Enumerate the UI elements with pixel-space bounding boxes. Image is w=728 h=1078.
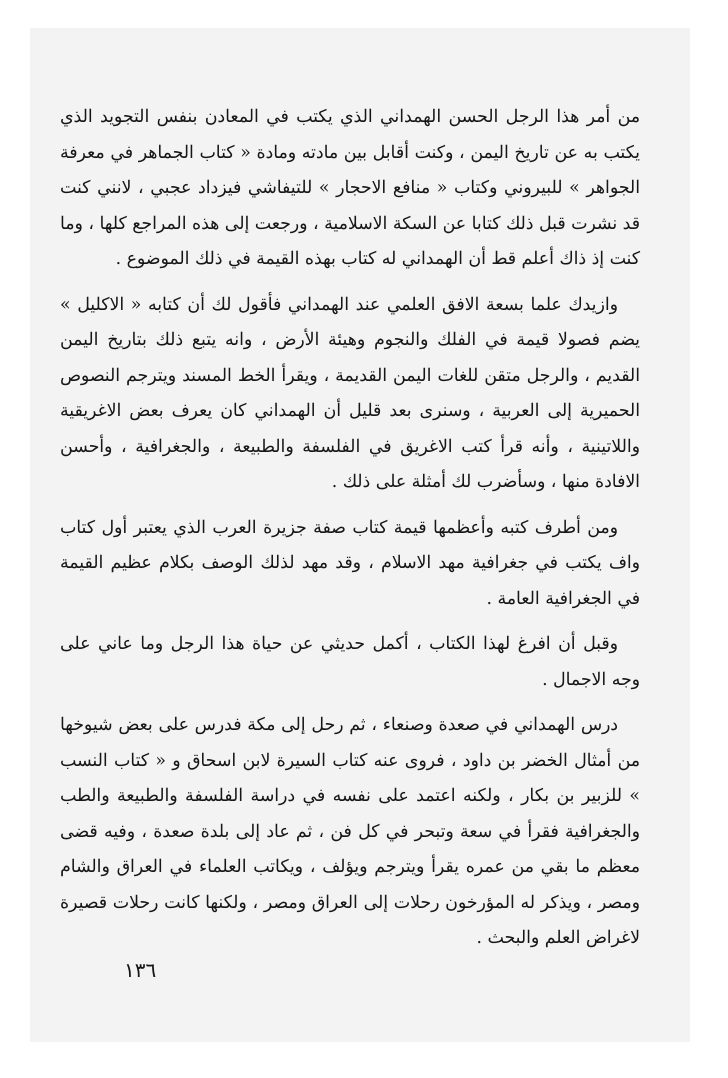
book-page xyxy=(30,28,690,1042)
paragraph-3: ومن أطرف كتبه وأعظمها قيمة كتاب صفة جزيرة العرب الذي يعتبر أول كتاب واف يكتب في جغرافية مهد الاسلام ، وقد مهد لذلك الوصف بكلام عظيم القيمة في الجغرافية العامة . xyxy=(60,517,640,609)
page-body-text xyxy=(60,100,640,957)
paragraph-2: وازيدك علما بسعة الافق العلمي عند الهمداني فأقول لك أن كتابه « الاكليل » يضم فصولا قيمة في الفلك والنجوم وهيئة الأرض ، وانه يتبع ذلك بتاريخ اليمن القديم ، والرجل متقن للغات اليمن القديمة ، ويقرأ الخط المسند ويترجم النصوص الحميرية إلى العربية ، وسنرى بعد قليل أن الهمداني كان يعرف بعض الاغريقية واللاتينية ، وأنه قرأ كتب الاغريق في الفلسفة والطبيعة ، والجغرافية ، وأحسن الافادة منها ، وسأضرب لك أمثلة على ذلك . xyxy=(60,294,640,492)
page-number: ١٣٦ xyxy=(124,958,157,982)
paragraph-4: وقبل أن افرغ لهذا الكتاب ، أكمل حديثي عن حياة هذا الرجل وما عاني على وجه الاجمال . xyxy=(60,634,640,690)
paragraph-5: درس الهمداني في صعدة وصنعاء ، ثم رحل إلى مكة فدرس على بعض شيوخها من أمثال الخضر بن داود ، فروى عنه كتاب السيرة لابن اسحاق و « كتاب النسب » للزبير بن بكار ، ولكنه اعتمد على نفسه في دراسة الفلسفة والطبيعة والطب والجغرافية فقرأ في سعة وتبحر في كل فن ، ثم عاد إلى بلدة صعدة ، وفيه قضى معظم ما بقي من عمره يقرأ ويترجم ويؤلف ، ويكاتب العلماء في العراق والشام ومصر ، ويذكر له المؤرخون رحلات إلى العراق ومصر ، ولكنها كانت رحلات قصيرة لاغراض العلم والبحث . xyxy=(60,715,640,948)
paragraph-1: من أمر هذا الرجل الحسن الهمداني الذي يكتب في المعادن بنفس التجويد الذي يكتب به عن تاريخ اليمن ، وكنت أقابل بين مادته ومادة « كتاب الجماهر في معرفة الجواهر » للبيروني وكتاب « منافع الاحجار » للتيفاشي فيزداد عجبي ، لانني كنت قد نشرت قبل ذلك كتابا عن السكة الاسلامية ، ورجعت إلى هذه المراجع كلها ، وما كنت إذ ذاك أعلم قط أن الهمداني له كتاب بهذه القيمة في ذلك الموضوع . xyxy=(60,107,640,269)
